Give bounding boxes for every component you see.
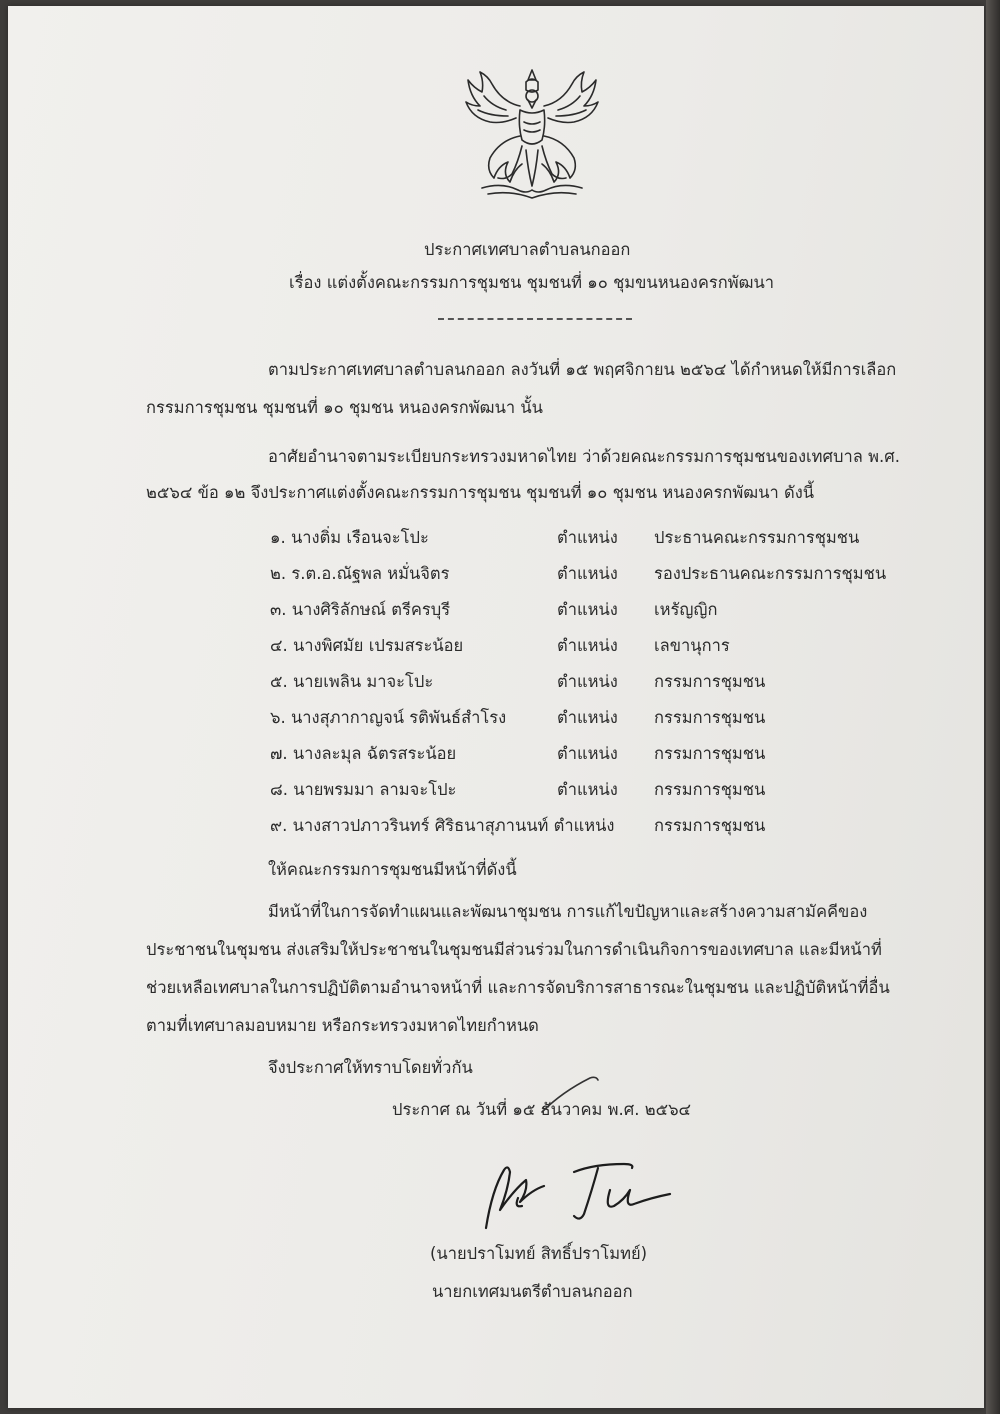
- intro-paragraph-2-line-1: อาศัยอำนาจตามระเบียบกระทรวงมหาดไทย ว่าด้วยคณะกรรมการชุมชนของเทศบาล พ.ศ.: [268, 447, 900, 466]
- member-position: กรรมการชุมชน: [654, 816, 766, 835]
- member-position-label: ตำแหน่ง: [557, 744, 618, 763]
- announcement-date: ประกาศ ณ วันที่ ๑๕ ธันวาคม พ.ศ. ๒๕๖๔: [392, 1100, 692, 1119]
- member-name: ๓. นางศิริลักษณ์ ตรีครบุรี: [270, 600, 451, 619]
- member-position: กรรมการชุมชน: [654, 672, 766, 691]
- member-position-label: ตำแหน่ง: [557, 636, 618, 655]
- member-position-label: ตำแหน่ง: [557, 600, 618, 619]
- duties-line-1: มีหน้าที่ในการจัดทำแผนและพัฒนาชุมชน การแก้ไขปัญหาและสร้างความสามัคคีของ: [268, 902, 868, 921]
- intro-paragraph-1-line-2: กรรมการชุมชน ชุมชนที่ ๑๐ ชุมชน หนองครกพัฒนา นั้น: [146, 398, 543, 417]
- member-name: ๙. นางสาวปภาวรินทร์ ศิริธนาสุภานนท์ ตำแหน่ง: [270, 816, 615, 835]
- member-position: กรรมการชุมชน: [654, 744, 766, 763]
- member-position: ประธานคณะกรรมการชุมชน: [654, 528, 860, 547]
- member-name: ๘. นายพรมมา ลามจะโปะ: [270, 780, 457, 799]
- member-position: รองประธานคณะกรรมการชุมชน: [654, 564, 887, 583]
- member-position-label: ตำแหน่ง: [557, 780, 618, 799]
- title-divider: [438, 318, 632, 320]
- document-subject: เรื่อง แต่งตั้งคณะกรรมการชุมชน ชุมชนที่ ๑๐ ชุมขนหนองครกพัฒนา: [289, 273, 775, 292]
- intro-paragraph-1-line-1: ตามประกาศเทศบาลตำบลนกออก ลงวันที่ ๑๕ พฤศจิกายน ๒๕๖๔ ได้กำหนดให้มีการเลือก: [268, 360, 897, 379]
- signer-name: (นายปราโมทย์ สิทธิ์ปราโมทย์): [430, 1244, 648, 1263]
- member-position-label: ตำแหน่ง: [557, 564, 618, 583]
- page-edge-shadow: [986, 0, 1000, 1414]
- member-position-label: ตำแหน่ง: [557, 708, 618, 727]
- member-position: เหรัญญิก: [654, 600, 718, 619]
- duties-line-3: ช่วยเหลือเทศบาลในการปฏิบัติตามอำนาจหน้าที่ และการจัดบริการสาธารณะในชุมชน และปฏิบัติหน้าที่อื่น: [146, 978, 890, 997]
- handwritten-date-mark: [532, 1072, 608, 1120]
- member-name: ๒. ร.ต.อ.ณัฐพล หมั่นจิตร: [270, 564, 450, 583]
- intro-paragraph-2-line-2: ๒๕๖๔ ข้อ ๑๒ จึงประกาศแต่งตั้งคณะกรรมการชุมชน ชุมชนที่ ๑๐ ชุมชน หนองครกพัฒนา ดังนี้: [146, 483, 815, 502]
- member-name: ๗. นางละมุล ฉัตรสระน้อย: [270, 744, 457, 763]
- member-position-label: ตำแหน่ง: [557, 672, 618, 691]
- duties-line-4: ตามที่เทศบาลมอบหมาย หรือกระทรวงมหาดไทยกำหนด: [146, 1016, 539, 1035]
- member-name: ๑. นางติ่ม เรือนจะโปะ: [270, 528, 429, 547]
- duties-line-2: ประชาชนในชุมชน ส่งเสริมให้ประชาชนในชุมชนมีส่วนร่วมในการดำเนินกิจการของเทศบาล และมีหน้าที่: [146, 940, 882, 959]
- member-name: ๕. นายเพลิน มาจะโปะ: [270, 672, 434, 691]
- member-position: กรรมการชุมชน: [654, 780, 766, 799]
- announcement-closing: จึงประกาศให้ทราบโดยทั่วกัน: [268, 1058, 473, 1077]
- member-position: กรรมการชุมชน: [654, 708, 766, 727]
- signature-image: [474, 1150, 674, 1240]
- member-name: ๔. นางพิศมัย เปรมสระน้อย: [270, 636, 464, 655]
- signer-title: นายกเทศมนตรีตำบลนกออก: [432, 1282, 633, 1301]
- member-position: เลขานุการ: [654, 636, 730, 655]
- duties-heading: ให้คณะกรรมการชุมชนมีหน้าที่ดังนี้: [268, 860, 517, 879]
- member-position-label: ตำแหน่ง: [557, 528, 618, 547]
- document-title: ประกาศเทศบาลตำบลนกออก: [424, 240, 631, 259]
- member-name: ๖. นางสุภากาญจน์ รติพันธ์สำโรง: [270, 708, 507, 727]
- garuda-emblem-icon: [462, 66, 602, 204]
